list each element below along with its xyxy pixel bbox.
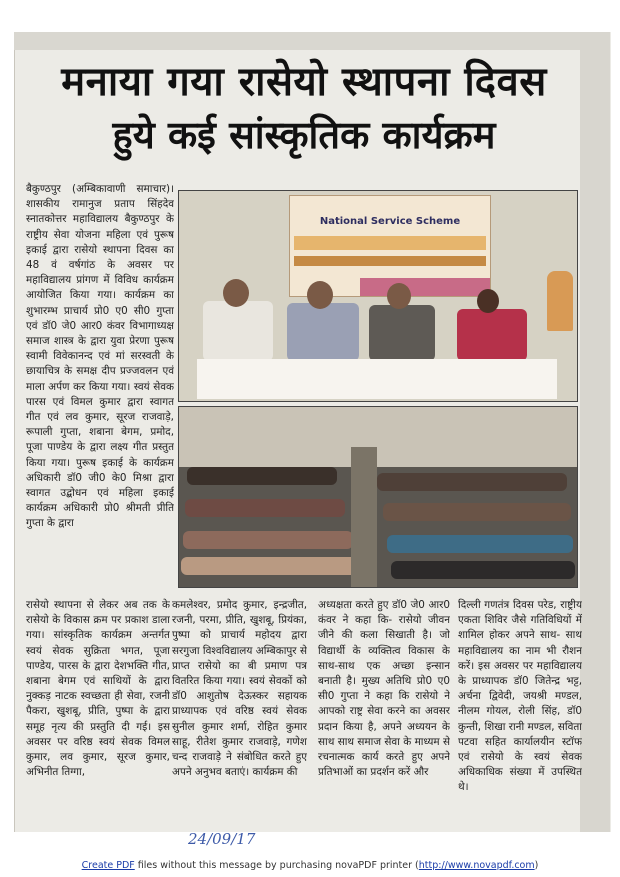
footer-text: files without this message by purchasing novaPDF printer ( (134, 860, 419, 871)
article-column-1-top: बैकुण्ठपुर (अम्बिकावाणी समाचार)। शासकीय रामानुज प्रताप सिंहदेव स्नातकोत्तर महाविद्यालय बैकुण्ठपुर के राष्ट्रीय सेवा योजना महिला एवं पुरूष इकाई द्वारा रासेयो स्थापना दिवस का 48 वं वर्षगांठ के अवसर पर महाविद्यालय प्रांगण में विविध कार्यक्रम आयोजित किया गया। कार्यक्रम का शुभारम्भ प्राचार्य प्रो0 ए0 सी0 गुप्ता एवं डॉ0 जे0 आर0 कंवर विभागाध्यक्ष समाज शास्त्र के द्वारा युवा प्रेरणा पुरूष स्वामी विवेकानन्द एवं मां सरस्वती के छायाचित्र के समक्ष दीप प्रज्जवलन एवं माला अर्पण कर किया गया। स्वयं सेवक पारस एवं विमल कुमार द्वारा स्वागत गीत एवं लव कुमार, सूरज राजवाड़े, रूपाली गुप्ता, शबाना बेगम, प्रमोद, पूजा पाण्डेय के द्वारा लक्ष्य गीत प्रस्तुत किया गया। पुरूष इकाई के कार्यक्रम अधिकारी डॉ0 जी0 के0 मिश्रा द्वारा स्वागत उद्बोधन एवं महिला इकाई कार्यक्रम अधिकारी प्रो0 श्रीमती प्रीति गुप्ता के द्वारा (26, 183, 174, 530)
headline-line-2: हुये कई सांस्कृतिक कार्यक्रम (112, 113, 496, 157)
article-column-2: कमलेश्वर, प्रमोद कुमार, इन्द्रजीत, रजनी, परमा, प्रीति, खुशबू, प्रियंका, पुष्पा को प्राचार्य महोदय द्वारा सरगुजा विश्वविद्यालय अम्बिकापुर से प्राप्त रासेयो का बी प्रमाण पत्र वितरित किया गया। स्वयं सेवकों को डॉ0 आशुतोष देऊस्कर सहायक प्राध्यापक एवं वरिष्ठ स्वयं सेवक सुनील कुमार शर्मा, रोहित कुमार साहू, रीतेश कुमार राजवाड़े, गणेश चन्द राजवाड़े ने संबोधित करते हुए अपने अनुभव बताएं। कार्यक्रम की (172, 599, 307, 779)
headline-line-1: मनाया गया रासेयो स्थापना दिवस (61, 59, 547, 105)
article-column-3: अध्यक्षता करते हुए डॉ0 जे0 आर0 कंवर ने कहा कि- रासेयो जीवन जीने की कला सिखाती है। जो विद्यार्थी के व्यक्तित्व विकास के साथ-साथ एक अच्छा इन्सान बनाती है। मुख्य अतिथि प्रो0 ए0 सी0 गुप्ता ने कहा कि रासेयो ने आपको राष्ट्र सेवा करने का अवसर प्रदान किया है, अपने अध्ययन के साथ साथ समाज सेवा के माध्यम से रचनात्मक कार्य करते हुए अपने प्रतिभाओं का प्रदर्शन करें और (318, 599, 450, 779)
statue-figure (547, 271, 573, 331)
pdf-footer (0, 860, 620, 874)
guest-4 (457, 309, 527, 361)
paper-fold-shadow (14, 32, 610, 50)
event-stage-photo (178, 190, 578, 402)
article-column-4: दिल्ली गणतंत्र दिवस परेड, राष्ट्रीय एकता शिविर जैसे गतिविधियों में शामिल होकर अपने साथ- साथ महाविद्यालय का नाम भी रौशन करें। इस अवसर पर महाविद्यालय के प्राध्यापक डॉ0 जितेन्द्र भट्ट, अर्चना द्विवेदी, जयश्री मण्डल, नीलम गोयल, रोली सिंह, डॉ0 कुन्ती, शिखा रानी मण्डल, सविता पटवा सहित कार्यालयीन स्टॉफ एवं रासेयो के स्वयं सेवक अधिकाधिक संख्या में उपस्थित थे। (458, 599, 582, 794)
audience-photo (178, 406, 578, 588)
guest-1 (203, 301, 273, 361)
footer-text-end: ) (534, 860, 539, 871)
create-pdf-link[interactable]: Create PDF (81, 860, 135, 871)
handwritten-date: 24/09/17 (188, 830, 256, 848)
stage-table (197, 359, 557, 399)
aisle (351, 447, 377, 587)
guest-3 (369, 305, 435, 361)
guest-2 (287, 303, 359, 361)
novapdf-link[interactable]: http://www.novapdf.com (418, 860, 535, 871)
banner-title: National Service Scheme (319, 216, 461, 227)
article-column-1-bottom: रासेयो स्थापना से लेकर अब तक के रासेयो के विकास क्रम पर प्रकाश डाला गया। सांस्कृतिक कार्यक्रम अन्तर्गत स्वयं सेवक सुक्रिता भगत, पूजा पाण्डेय, पारस के द्वारा देशभक्ति गीत, शबाना बेगम एवं साथियों के द्वारा नुक्कड़ नाटक स्वच्छता ही सेवा, रजनी पैकरा, खुशबू, प्रीति, पुष्पा के द्वारा समूह नृत्य की प्रस्तुति दी गई। इस अवसर पर वरिष्ठ स्वयं सेवक विमल कुमार, लव कुमार, सूरज कुमार, अभिनीत तिग्गा, (26, 599, 170, 779)
page-edge-shadow (580, 32, 610, 832)
